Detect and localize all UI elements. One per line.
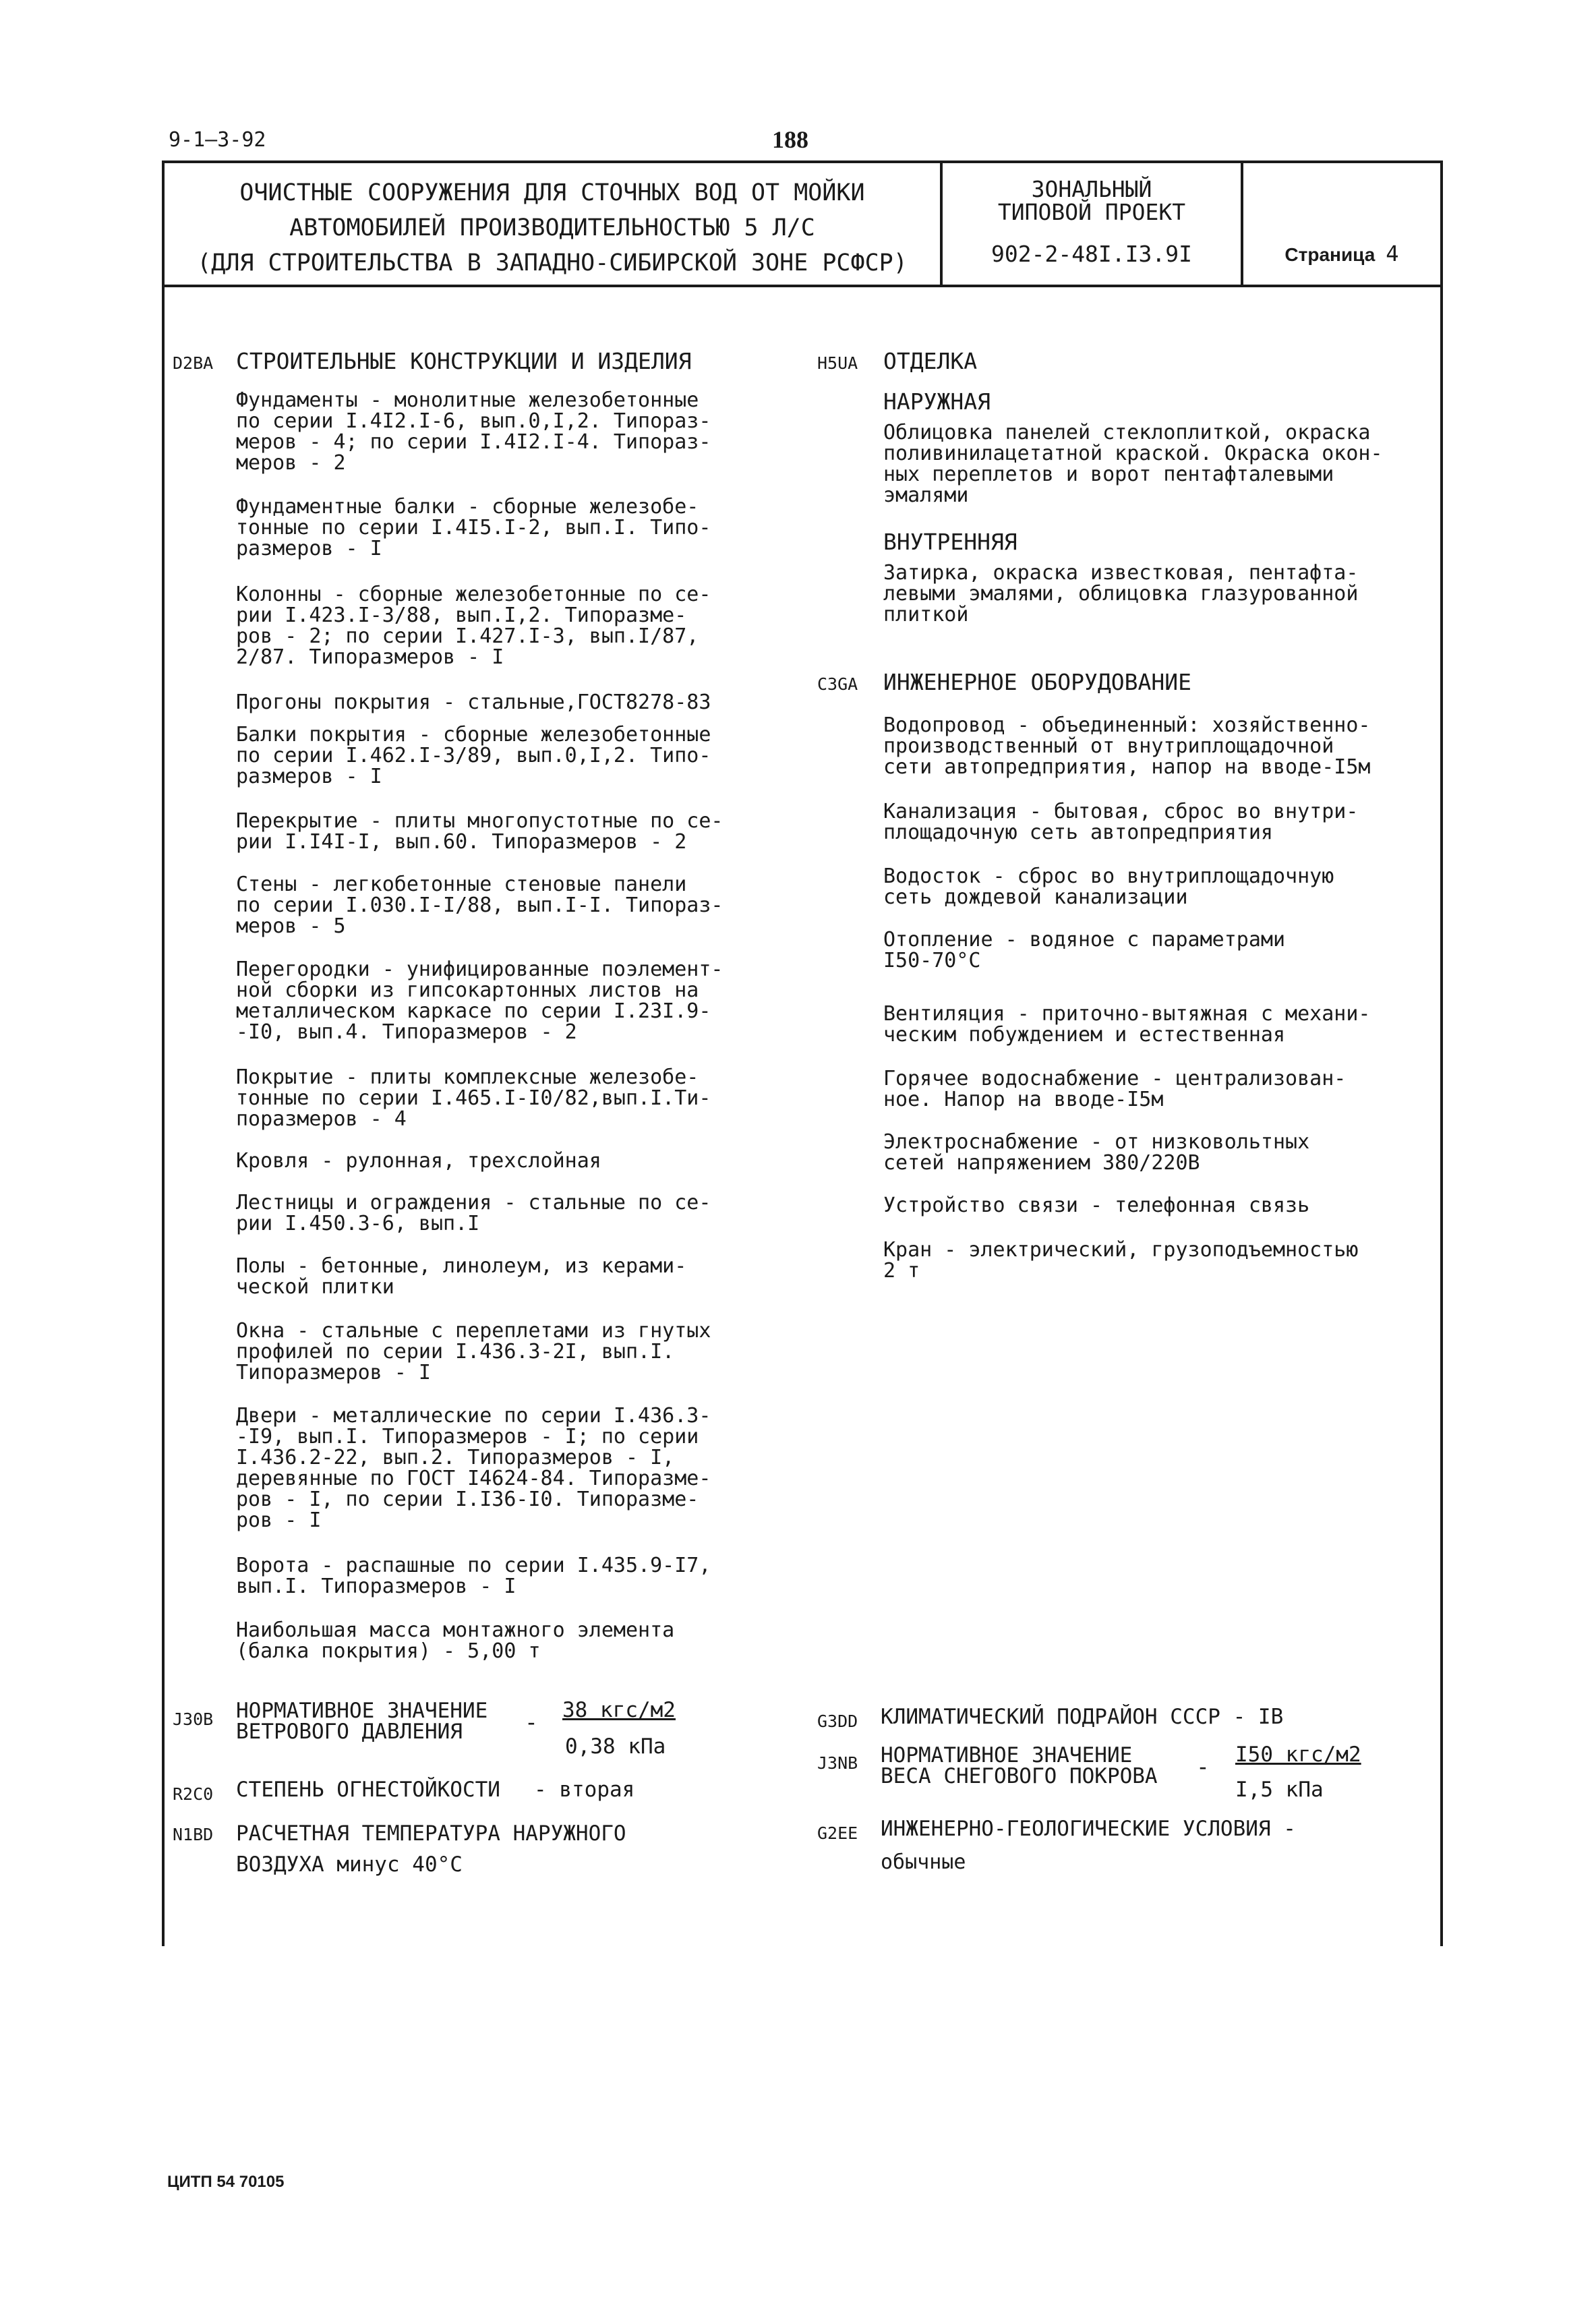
project-type-line: ТИПОВОЙ ПРОЕКТ bbox=[997, 199, 1186, 225]
finishing-inner-text: Затирка, окраска известковая, пентафта- левыми эмалями, облицовка глазурованной плиткой bbox=[883, 561, 1359, 626]
frame-border-left bbox=[162, 287, 165, 1946]
param-code: J30B bbox=[173, 1709, 214, 1729]
param-code: G3DD bbox=[817, 1711, 858, 1731]
snow-value-kpa: I,5 кПа bbox=[1235, 1778, 1324, 1802]
title-line: ОЧИСТНЫЕ СООРУЖЕНИЯ ДЛЯ СТОЧНЫХ ВОД ОТ МОЙКИ bbox=[239, 179, 865, 206]
project-number: 902-2-48I.I3.9I bbox=[991, 241, 1192, 267]
section-code: C3GA bbox=[817, 674, 858, 694]
section-code: D2BA bbox=[173, 353, 214, 373]
construction-item: Покрытие - плиты комплексные железобе- тонные по серии I.465.I-I0/82,вып.I.Ти- поразмеров - 4 bbox=[236, 1065, 711, 1131]
construction-item: Перегородки - унифицированные поэлемент- ной сборки из гипсокартонных листов на металлическом каркасе по серии I.23I.9- -I0, вып.4. Типоразмеров - 2 bbox=[236, 958, 723, 1044]
construction-item: Фундаменты - монолитные железобетонные по серии I.4I2.I-6, вып.0,I,2. Типораз- меров - 4; по серии I.4I2.I-4. Типораз- меров - 2 bbox=[236, 388, 711, 475]
wind-label-line: НОРМАТИВНОЕ ЗНАЧЕНИЕ bbox=[236, 1699, 488, 1723]
construction-item: Стены - легкобетонные стеновые панели по серии I.030.I-I/88, вып.I-I. Типораз- меров - 5 bbox=[236, 873, 723, 938]
fire-resistance-value: - вторая bbox=[534, 1778, 635, 1802]
document-title bbox=[165, 175, 940, 281]
wind-dash: - bbox=[525, 1709, 538, 1735]
temperature-line: РАСЧЕТНАЯ ТЕМПЕРАТУРА НАРУЖНОГО bbox=[236, 1821, 626, 1846]
engineering-item: Водопровод - объединенный: хозяйственно- производственный от внутриплощадочной сети автопредприятия, напор на вводе-I5м bbox=[883, 713, 1371, 779]
climate-subregion: КЛИМАТИЧЕСКИЙ ПОДРАЙОН СССР - IВ bbox=[881, 1705, 1284, 1729]
param-code: N1BD bbox=[173, 1825, 214, 1844]
finishing-outer-text: Облицовка панелей стеклоплиткой, окраска поливинилацетатной краской. Окраска окон- ных переплетов и ворот пентафталевыми эмалями bbox=[883, 421, 1383, 507]
construction-item: Колонны - сборные железобетонные по се- рии I.423.I-3/88, вып.I,2. Типоразме- ров - 2; по серии I.427.I-3, вып.I/87, 2/87. Типоразмеров - I bbox=[236, 583, 711, 669]
param-code: G2EE bbox=[817, 1823, 858, 1843]
page-value: 4 bbox=[1386, 241, 1399, 266]
frame-border-right bbox=[1440, 287, 1443, 1946]
param-code: R2C0 bbox=[173, 1784, 214, 1804]
subheading-outer: НАРУЖНАЯ bbox=[883, 388, 991, 415]
engineering-item: Отопление - водяное с параметрами I50-70°С bbox=[883, 928, 1286, 972]
page-label: Страница bbox=[1284, 244, 1376, 265]
wind-label-line: ВЕТРОВОГО ДАВЛЕНИЯ bbox=[236, 1720, 463, 1744]
construction-item: Окна - стальные с переплетами из гнутых профилей по серии I.436.3-2I, вып.I. Типоразмеров - I bbox=[236, 1319, 711, 1384]
section-code: H5UA bbox=[817, 353, 858, 373]
section-heading-engineering: ИНЖЕНЕРНОЕ ОБОРУДОВАНИЕ bbox=[883, 669, 1191, 695]
construction-item: Перекрытие - плиты многопустотные по се- рии I.I4I-I, вып.60. Типоразмеров - 2 bbox=[236, 809, 723, 854]
wind-pressure-label bbox=[236, 1701, 487, 1743]
construction-item: Прогоны покрытия - стальные,ГОСТ8278-83 bbox=[236, 691, 711, 714]
snow-label-line: ВЕСА СНЕГОВОГО ПОКРОВА bbox=[881, 1764, 1158, 1788]
snow-dash: - bbox=[1196, 1753, 1210, 1780]
engineering-item: Водосток - сброс во внутриплощадочную сеть дождевой канализации bbox=[883, 865, 1334, 909]
wind-value-kpa: 0,38 кПа bbox=[565, 1734, 666, 1759]
construction-item: Двери - металлические по серии I.436.3- -I9, вып.I. Типоразмеров - I; по серии I.436.2-22, вып.2. Типоразмеров - I, деревянные по ГОСТ I4624-84. Типоразме- ров - I, по серии I.I36-I0. Типоразме- ров - I bbox=[236, 1404, 711, 1532]
construction-item: Кровля - рулонная, трехслойная bbox=[236, 1149, 601, 1173]
section-heading-construction: СТРОИТЕЛЬНЫЕ КОНСТРУКЦИИ И ИЗДЕЛИЯ bbox=[236, 348, 692, 374]
title-line: АВТОМОБИЛЕЙ ПРОИЗВОДИТЕЛЬНОСТЬЮ 5 Л/С bbox=[289, 214, 815, 241]
construction-item: Наибольшая масса монтажного элемента (балка покрытия) - 5,00 т bbox=[236, 1618, 675, 1663]
geology-label: ИНЖЕНЕРНО-ГЕОЛОГИЧЕСКИЕ УСЛОВИЯ - bbox=[881, 1817, 1296, 1841]
construction-item: Полы - бетонные, линолеум, из керами- ческой плитки bbox=[236, 1254, 687, 1299]
construction-item: Фундаментные балки - сборные железобе- тонные по серии I.4I5.I-2, вып.I. Типо- размеров - I bbox=[236, 495, 711, 560]
fire-resistance-label: СТЕПЕНЬ ОГНЕСТОЙКОСТИ bbox=[236, 1778, 500, 1802]
title-divider bbox=[1241, 163, 1243, 285]
snow-label-line: НОРМАТИВНОЕ ЗНАЧЕНИЕ bbox=[881, 1743, 1133, 1767]
wind-value-kgs: 38 кгс/м2 bbox=[562, 1698, 676, 1722]
document-code: 9-1—3-92 bbox=[169, 128, 266, 152]
engineering-item: Канализация - бытовая, сброс во внутри- площадочную сеть автопредприятия bbox=[883, 800, 1359, 844]
temperature-line: ВОЗДУХА минус 40°С bbox=[236, 1852, 463, 1877]
engineering-item: Устройство связи - телефонная связь bbox=[883, 1194, 1310, 1217]
engineering-item: Кран - электрический, грузоподъемностью 2 т bbox=[883, 1238, 1359, 1283]
construction-item: Лестницы и ограждения - стальные по се- рии I.450.3-6, вып.I bbox=[236, 1191, 711, 1235]
title-line: (ДЛЯ СТРОИТЕЛЬСТВА В ЗАПАДНО-СИБИРСКОЙ ЗОНЕ РСФСР) bbox=[197, 250, 908, 276]
param-code: J3NB bbox=[817, 1753, 858, 1773]
project-type-line: ЗОНАЛЬНЫЙ bbox=[1031, 176, 1152, 202]
title-block bbox=[162, 160, 1443, 287]
snow-value-kgs: I50 кгс/м2 bbox=[1235, 1743, 1361, 1767]
construction-item: Балки покрытия - сборные железобетонные по серии I.462.I-3/89, вып.0,I,2. Типо- размеров - I bbox=[236, 723, 711, 788]
page-number: 188 bbox=[772, 126, 808, 153]
engineering-item: Электроснабжение - от низковольтных сетей напряжением 380/220В bbox=[883, 1130, 1310, 1175]
construction-item: Ворота - распашные по серии I.435.9-I7, вып.I. Типоразмеров - I bbox=[236, 1554, 711, 1598]
design-temperature bbox=[236, 1818, 626, 1880]
page-cell bbox=[1243, 241, 1440, 266]
engineering-item: Горячее водоснабжение - централизован- ное. Напор на вводе-I5м bbox=[883, 1067, 1347, 1111]
snow-load-label bbox=[881, 1745, 1158, 1787]
geology-value: обычные bbox=[881, 1850, 966, 1874]
engineering-item: Вентиляция - приточно-вытяжная с механи- ческим побуждением и естественная bbox=[883, 1002, 1371, 1047]
section-heading-finishing: ОТДЕЛКА bbox=[883, 348, 978, 374]
subheading-inner: ВНУТРЕННЯЯ bbox=[883, 529, 1017, 555]
footer-print-mark: ЦИТП 54 70105 bbox=[167, 2173, 285, 2191]
project-type-cell bbox=[943, 178, 1241, 266]
